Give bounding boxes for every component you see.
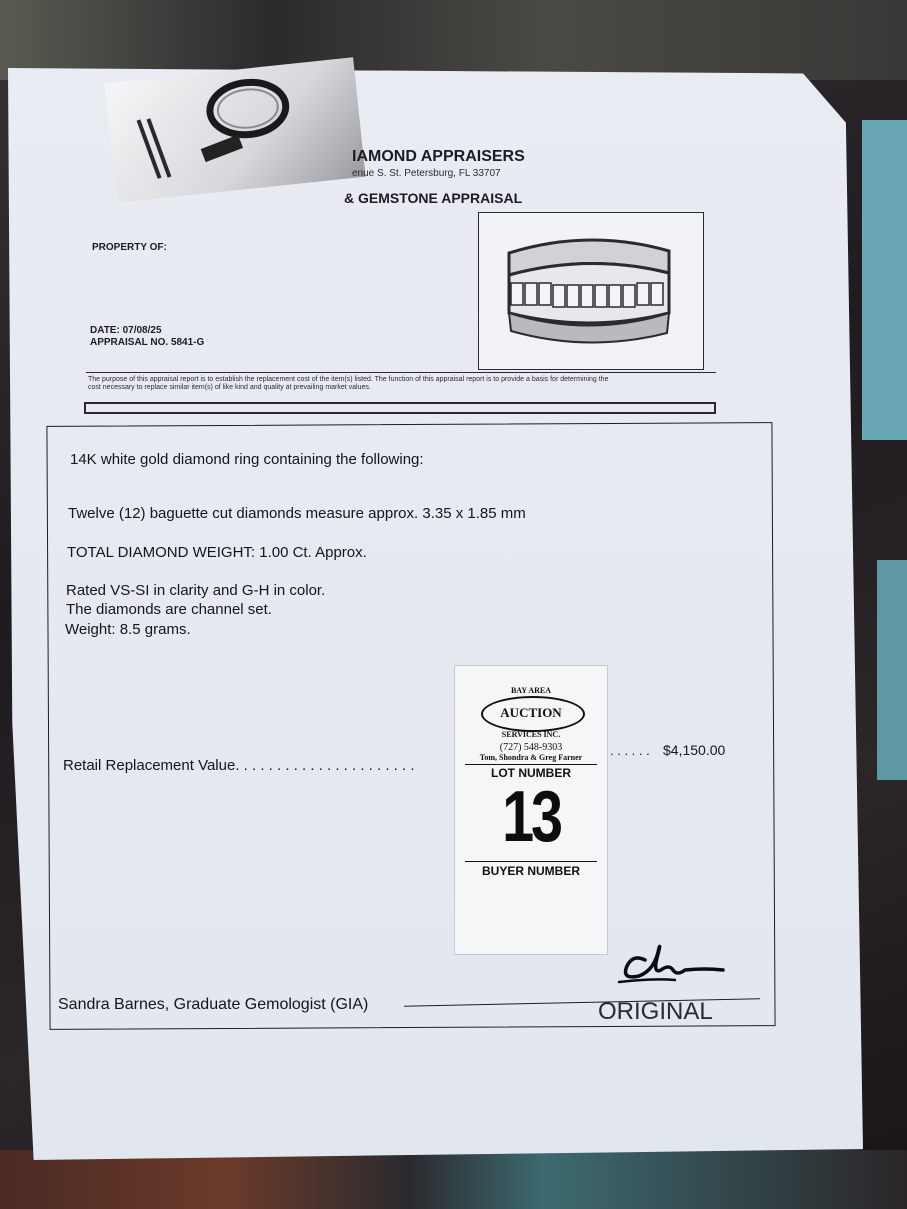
ring-weight: Weight: 8.5 grams. [65,621,191,638]
retail-value-dots: . . . . . . [610,743,650,758]
background-display-case [0,1150,907,1209]
ring-image-box [478,212,704,370]
disclaimer-text [88,376,708,392]
background-teal-box-lower [877,560,907,780]
disclaimer-line-2: cost necessary to replace similar item(s) of like kind and quality at prevailing market values. [88,384,371,391]
auction-company-top: BAY AREA [510,686,552,695]
signature-icon [615,940,735,990]
company-name: IAMOND APPRAISERS [352,148,525,165]
auction-phone: (727) 548-9303 [499,742,563,753]
total-diamond-weight: TOTAL DIAMOND WEIGHT: 1.00 Ct. Approx. [67,544,367,561]
lot-number-tag [454,665,608,955]
separator-bar [84,402,716,414]
lot-number: 13 [502,777,560,857]
clarity-color-rating: Rated VS-SI in clarity and G-H in color. [66,582,326,599]
date-field: DATE: 07/08/25 [90,325,162,336]
retail-value-label: Retail Replacement Value. . . . . . . . . . . . . . . . . . . . . . [63,757,415,774]
lot-divider-bottom [465,861,597,862]
auction-owners: Tom, Shondra & Greg Farner [479,753,583,762]
report-title: & GEMSTONE APPRAISAL [344,190,523,206]
description-line-2: Twelve (12) baguette cut diamonds measure approx. 3.35 x 1.85 mm [68,505,526,522]
background-teal-box [862,120,907,440]
auction-company-main: AUCTION [500,705,562,720]
ring-illustration-icon [479,213,703,369]
original-stamp: ORIGINAL [598,998,713,1025]
setting-description: The diamonds are channel set. [66,601,272,618]
auction-company-sub: SERVICES INC. [501,730,561,739]
property-of-label: PROPERTY OF: [92,242,167,253]
appraiser-name: Sandra Barnes, Graduate Gemologist (GIA) [58,996,369,1013]
appraisal-number: APPRAISAL NO. 5841-G [90,337,205,348]
retail-value-amount: $4,150.00 [663,742,726,758]
disclaimer-line-1: The purpose of this appraisal report is to establish the replacement cost of the item(s) listed. The function of this appraisal report is to provide a basis for determining the [88,376,609,383]
company-address: enue S. St. Petersburg, FL 33707 [352,168,501,179]
divider-line [86,372,716,373]
lot-number-label: LOT NUMBER [491,766,571,780]
background-top [0,0,907,80]
buyer-number-label: BUYER NUMBER [481,864,580,878]
description-line-1: 14K white gold diamond ring containing the following: [70,451,424,468]
lot-divider-top [465,764,597,765]
